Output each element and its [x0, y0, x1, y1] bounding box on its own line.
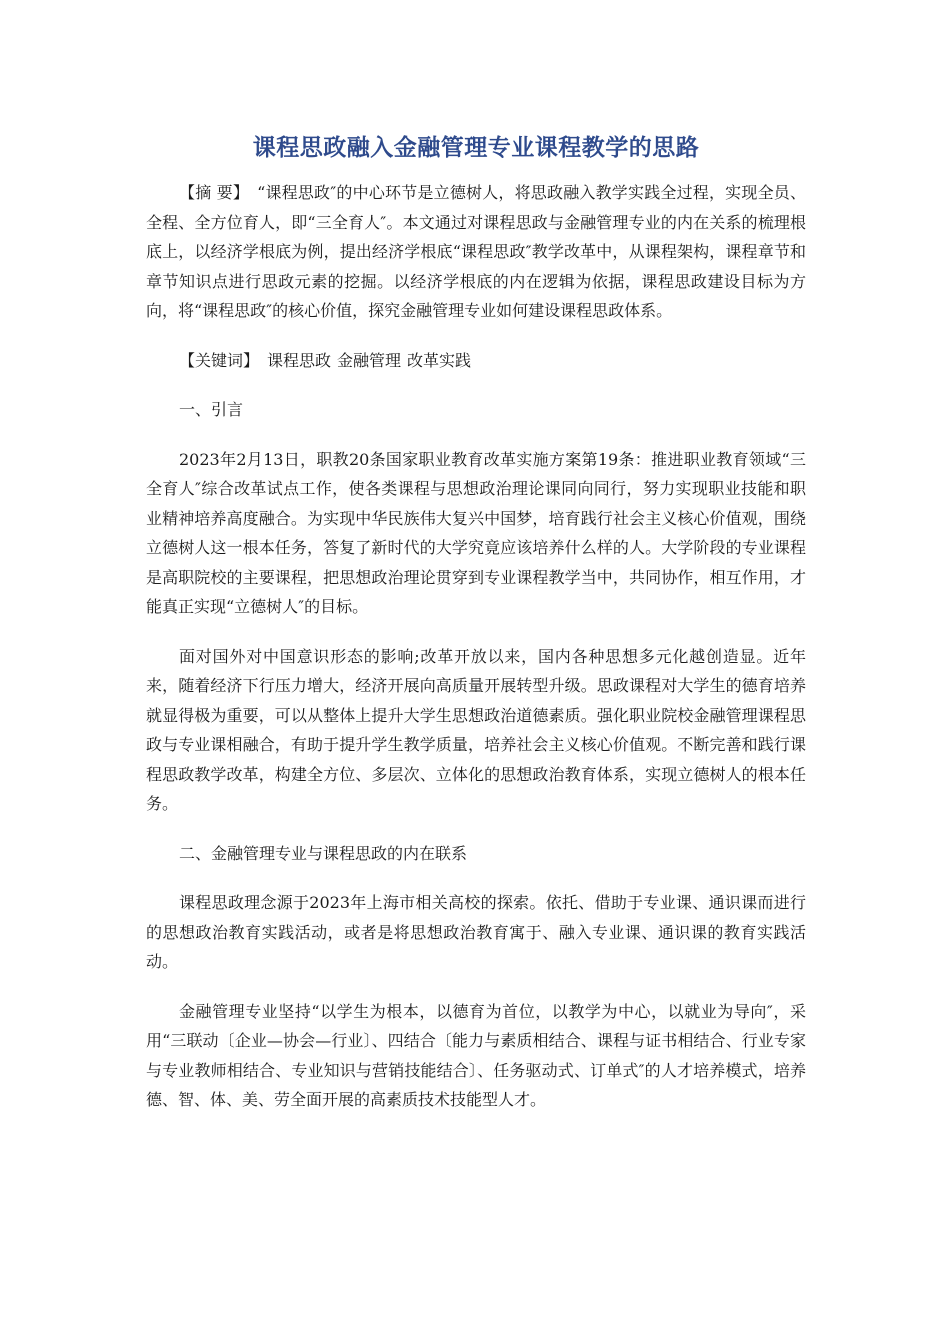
- body-paragraph: 2023年2月13日，职教20条国家职业教育改革实施方案第19条：推进职业教育领域“三全育人″综合改革试点工作，使各类课程与思想政治理论课同向同行，努力实现职业技能和职业精神培养高度融合。为实现中华民族伟大复兴中国梦，培育践行社会主义核心价值观，围绕立德树人这一根本任务，答复了新时代的大学究竟应该培养什么样的人。大学阶段的专业课程是高职院校的主要课程，把思想政治理论贯穿到专业课程教学当中，共同协作，相互作用，才能真正实现“立德树人″的目标。: [146, 449, 806, 616]
- abstract-label: 【摘 要】: [179, 183, 250, 202]
- body-paragraph: 面对国外对中国意识形态的影响;改革开放以来，国内各种思想多元化越创造显。近年来，随着经济下行压力增大，经济开展向高质量开展转型升级。思政课程对大学生的德育培养就显得极为重要，可以从整体上提升大学生思想政治道德素质。强化职业院校金融管理课程思政与专业课相融合，有助于提升学生教学质量，培养社会主义核心价值观。不断完善和践行课程思政教学改革，构建全方位、多层次、立体化的思想政治教育体系，实现立德树人的根本任务。: [146, 646, 806, 813]
- keywords-label: 【关键词】: [179, 350, 260, 370]
- document-page: [146, 128, 806, 1135]
- body-paragraph: 金融管理专业坚持“以学生为根本，以德育为首位，以教学为中心，以就业为导向″，采用“三联动〔企业—协会—行业〕、四结合〔能力与素质相结合、课程与证书相结合、行业专家与专业教师相结合、专业知识与营销技能结合〕、任务驱动式、订单式″的人才培养模式，培养德、智、体、美、劳全面开展的高素质技术技能型人才。: [146, 1001, 806, 1109]
- document-title: 课程思政融入金融管理专业课程教学的思路: [252, 135, 700, 161]
- keyword-item: 金融管理: [337, 350, 402, 370]
- body-paragraph: 课程思政理念源于2023年上海市相关高校的探索。依托、借助于专业课、通识课而进行的思想政治教育实践活动，或者是将思想政治教育寓于、融入专业课、通识课的教育实践活动。: [146, 893, 806, 971]
- abstract-paragraph: [146, 178, 806, 326]
- section-heading-introduction: 一、引言: [179, 400, 244, 419]
- keyword-item: 改革实践: [407, 350, 472, 370]
- keyword-item: 课程思政: [267, 350, 332, 370]
- abstract-text: “课程思政″的中心环节是立德树人，将思政融入教学实践全过程，实现全员、全程、全方位育人，即“三全育人″。本文通过对课程思政与金融管理专业的内在关系的梳理根底上，以经济学根底为例，提出经济学根底“课程思政″教学改革中，从课程架构，课程章节和章节知识点进行思政元素的挖掘。以经济学根底的内在逻辑为依据，课程思政建设目标为方向，将“课程思政″的核心价值，探究金融管理专业如何建设课程思政体系。: [146, 183, 806, 320]
- section-heading-internal-connection: 二、金融管理专业与课程思政的内在联系: [179, 843, 468, 863]
- keywords-row: [146, 346, 806, 376]
